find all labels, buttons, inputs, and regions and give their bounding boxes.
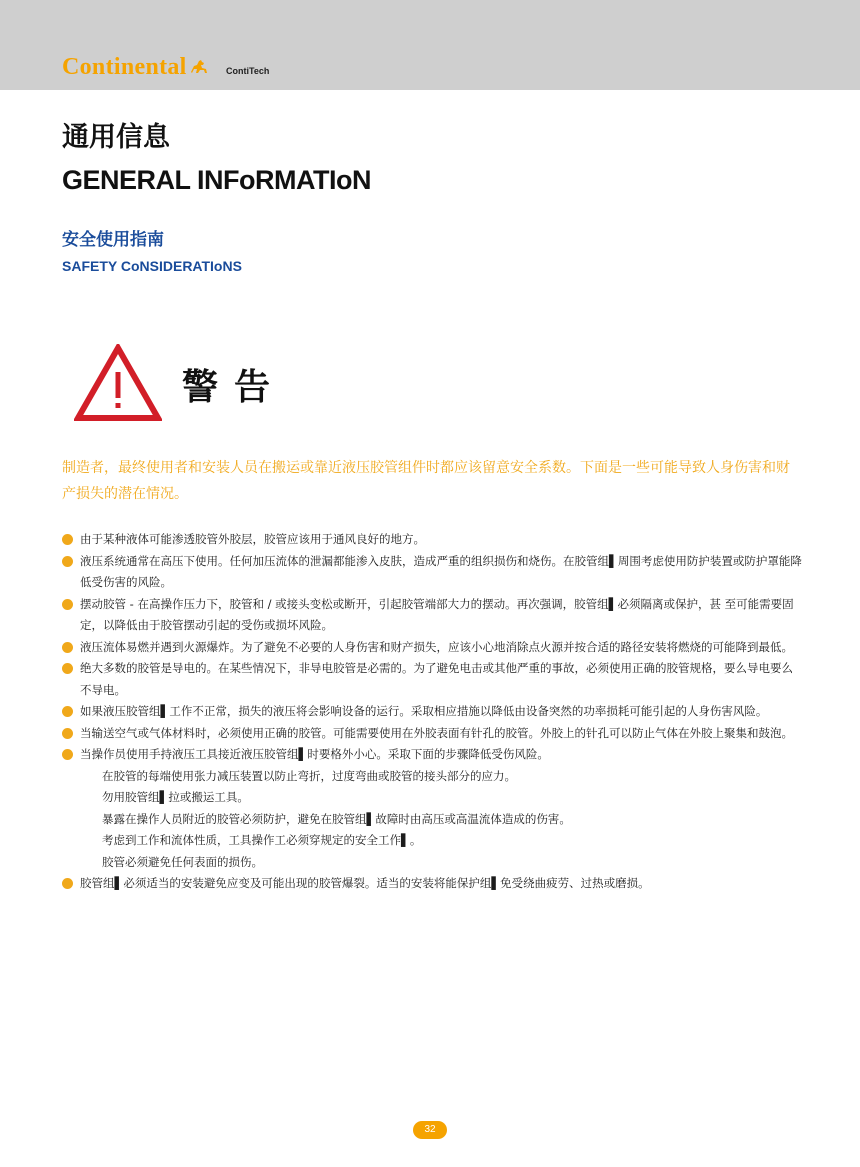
list-item-text: 液压系统通常在高压下使用。任何加压流体的泄漏都能渗入皮肤，造成严重的组织损伤和烧伤。在胶管组▌周围考虑使用防护装置或防护罩能降低受伤害的风险。: [80, 553, 802, 589]
list-item-text: 绝大多数的胶管是导电的。在某些情况下，非导电胶管是必需的。为了避免电击或其他严重的事故，必须使用正确的胶管规格，要么导电要么不导电。: [80, 661, 793, 697]
list-item-text: 摆动胶管 - 在高操作压力下，胶管和 / 或接头变松或断开，引起胶管端部大力的摆动。再次强调，胶管组▌必须隔离或保护，甚 至可能需要固定，以降低由于胶管摆动引起的受伤或损坏风险。: [80, 596, 794, 632]
page-title-cn: 通用信息: [62, 122, 170, 153]
list-item-text: 如果液压胶管组▌工作不正常，损失的液压将会影响设备的运行。采取相应措施以降低由设备突然的功率损耗可能引起的人身伤害风险。: [80, 704, 768, 718]
header-bar: [0, 0, 860, 90]
section-title-cn: 安全使用指南: [62, 230, 164, 250]
sub-list-item: 勿用胶管组▌拉或搬运工具。: [102, 790, 249, 804]
bullet-dot: [62, 556, 73, 567]
safety-list: [62, 529, 802, 895]
horse-icon: [189, 57, 209, 77]
sub-list-item: 考虑到工作和流体性质，工具操作工必须穿规定的安全工作▌。: [102, 833, 422, 847]
list-item-text: 胶管组▌必须适当的安装避免应变及可能出现的胶管爆裂。适当的安装将能保护组▌免受绕曲疲劳、过热或磨损。: [80, 876, 650, 890]
list-item: [62, 744, 802, 766]
bullet-dot: [62, 599, 73, 610]
list-item: [62, 658, 802, 701]
list-item-text: 当操作员使用手持液压工具接近液压胶管组▌时要格外小心。采取下面的步骤降低受伤风险。: [80, 747, 549, 761]
sub-list-item: 暴露在操作人员附近的胶管必须防护，避免在胶管组▌故障时由高压或高温流体造成的伤害。: [102, 811, 571, 826]
list-item: [62, 551, 802, 594]
brand-sub: ContiTech: [226, 66, 270, 76]
bullet-dot: [62, 642, 73, 653]
list-item-text: 由于某种液体可能渗透胶管外胶层，胶管应该用于通风良好的地方。: [80, 532, 425, 546]
list-item: [62, 873, 802, 895]
bullet-dot: [62, 878, 73, 889]
bullet-dot: [62, 728, 73, 739]
bullet-dot: [62, 706, 73, 717]
warning-label: 警告: [182, 367, 287, 408]
warning-triangle-icon: [74, 344, 162, 422]
sub-list-item: 胶管必须避免任何表面的损伤。: [102, 854, 263, 869]
sub-list-item: 在胶管的每端使用张力减压装置以防止弯折，过度弯曲或胶管的接头部分的应力。: [102, 768, 516, 783]
list-item: [62, 701, 802, 723]
list-item: [62, 723, 802, 745]
section-title-en: SAFETY CoNSIDERATIoNS: [62, 258, 242, 274]
page-title-en: GENERAL INFoRMATIoN: [62, 165, 371, 195]
list-item-text: 当输送空气或气体材料时，必须使用正确的胶管。可能需要使用在外胶表面有针孔的胶管。外胶上的针孔可以防止气体在外胶上聚集和鼓泡。: [80, 725, 793, 740]
brand-name: Continental: [62, 54, 187, 80]
list-item-text: 液压流体易燃并遇到火源爆炸。为了避免不必要的人身伤害和财产损失，应该小心地消除点火源并按合适的路径安装将燃烧的可能降到最低。: [80, 639, 793, 654]
brand-logo: [62, 54, 209, 80]
bullet-dot: [62, 749, 73, 760]
page-number: 32: [413, 1121, 447, 1139]
list-item: [62, 594, 802, 637]
list-item: [62, 637, 802, 659]
list-item: [62, 529, 802, 551]
intro-text: 制造者，最终使用者和安装人员在搬运或靠近液压胶管组件时都应该留意安全系数。下面是一些可能导致人身伤害和财产损失的潜在情况。: [62, 460, 790, 502]
bullet-dot: [62, 534, 73, 545]
bullet-dot: [62, 663, 73, 674]
